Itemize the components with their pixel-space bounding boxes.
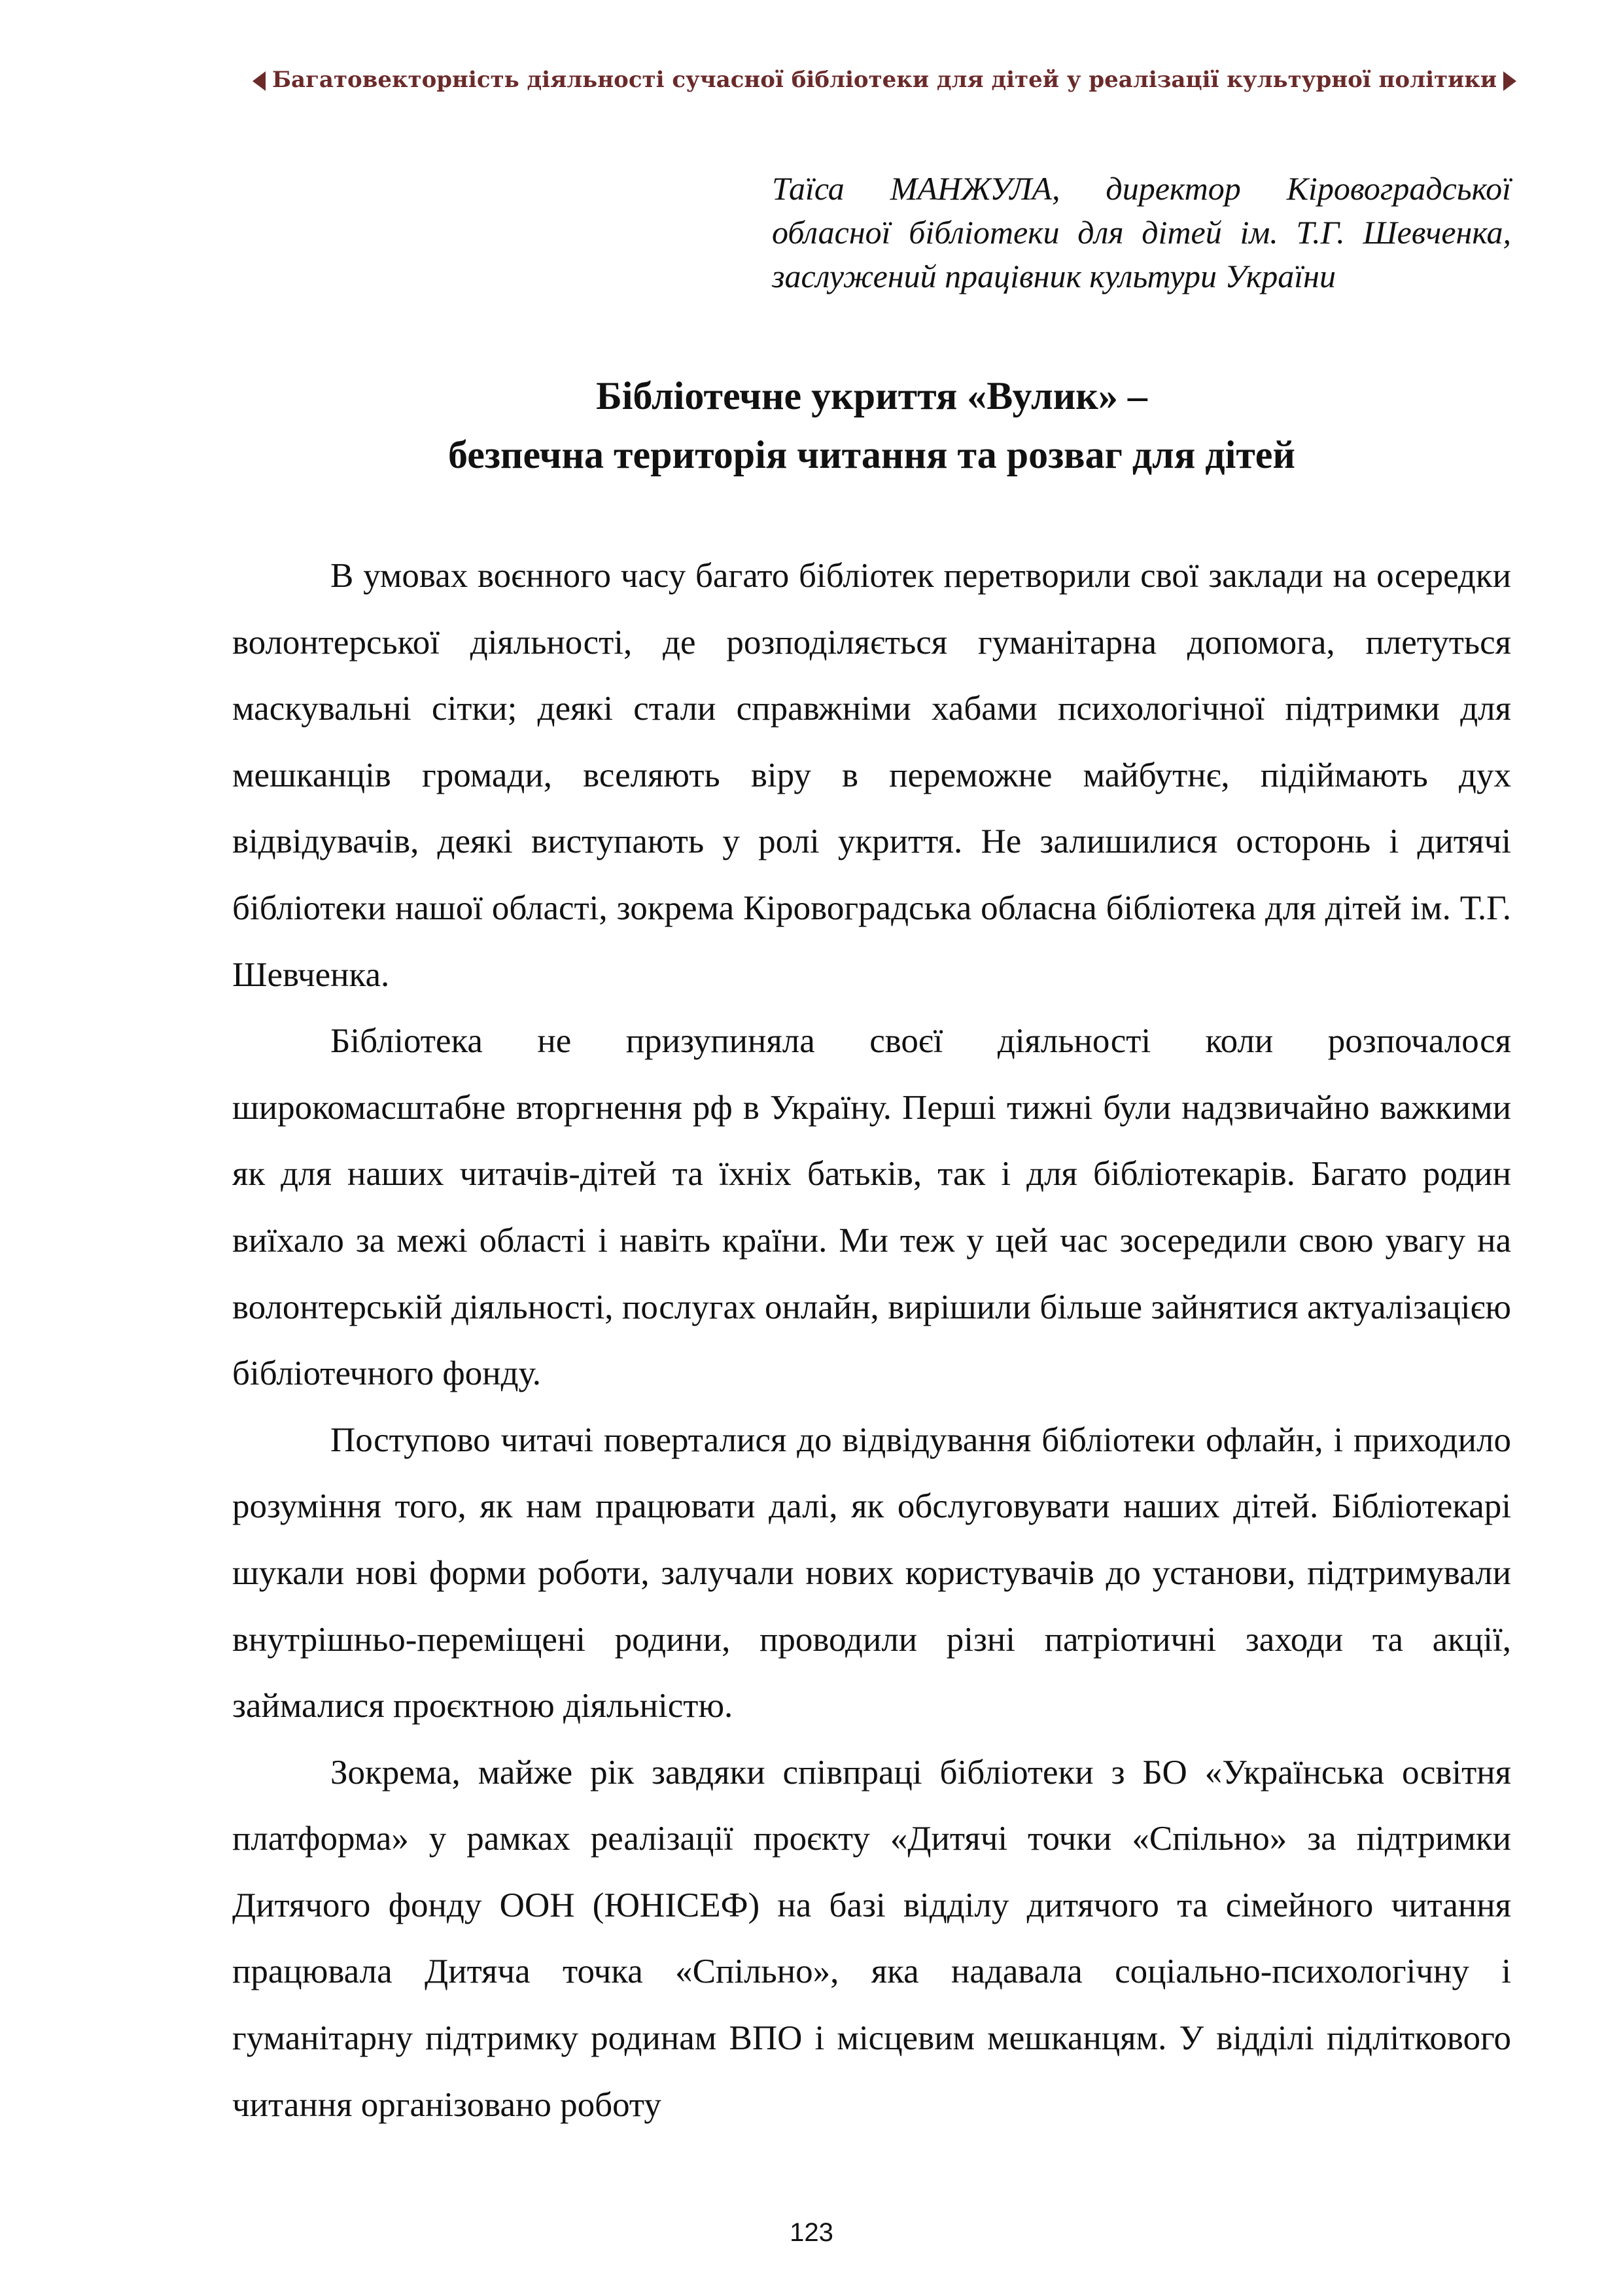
paragraph: Зокрема, майже рік завдяки співпраці бібліотеки з БО «Українська освітня платформа» у рамках реалізації проєкту «Дитячі точки «Спільно» за підтримки Дитячого фонду ООН (ЮНІСЕФ) на базі відділу дитячого та сімейного читання працювала Дитяча точка «Спільно», яка надавала соціально-психологічну і гуманітарну підтримку родинам ВПО і місцевим мешканцям. У відділі підліткового читання організовано роботу <box>232 1753 1511 2124</box>
article-title <box>232 366 1511 484</box>
running-header-text: Багатовекторність діяльності сучасної бібліотеки для дітей у реалізації культурної політики <box>272 67 1497 93</box>
article-title-line-1: Бібліотечне укриття «Вулик» – <box>596 374 1147 417</box>
page-number: 123 <box>790 2218 833 2247</box>
article-title-line-2: безпечна територія читання та розваг для дітей <box>447 433 1295 476</box>
paragraph: В умовах воєнного часу багато бібліотек перетворили свої заклади на осередки волонтерської діяльності, де розподіляється гуманітарна допомога, плетуться маскувальні сітки; деякі стали справжніми хабами психологічної підтримки для мешканців громади, вселяють віру в переможне майбутнє, підіймають дух відвідувачів, деякі виступають у ролі укриття. Не залишилися осторонь і дитячі бібліотеки нашої області, зокрема Кіровоградська обласна бібліотека для дітей ім. Т.Г. Шевченка. <box>232 557 1511 994</box>
author-info: Таїса МАНЖУЛА, директор Кіровоградської обласної бібліотеки для дітей ім. Т.Г. Шевченка, заслужений працівник культури України <box>772 170 1511 294</box>
running-header <box>255 60 1497 99</box>
article-body <box>232 543 1511 2138</box>
paragraph: Поступово читачі поверталися до відвідування бібліотеки офлайн, і приходило розуміння того, як нам працювати далі, як обслуговувати наших дітей. Бібліотекарі шукали нові форми роботи, залучали нових користувачів до установи, підтримували внутрішньо-переміщені родини, проводили різні патріотичні заходи та акції, займалися проєктною діяльністю. <box>232 1421 1511 1725</box>
paragraph: Бібліотека не призупиняла своєї діяльності коли розпочалося широкомасштабне вторгнення рф в Україну. Перші тижні були надзвичайно важкими як для наших читачів-дітей та їхніх батьків, так і для бібліотекарів. Багато родин виїхало за межі області і навіть країни. Ми теж у цей час зосередили свою увагу на волонтерській діяльності, послугах онлайн, вирішили більше зайнятися актуалізацією бібліотечного фонду. <box>232 1022 1511 1393</box>
